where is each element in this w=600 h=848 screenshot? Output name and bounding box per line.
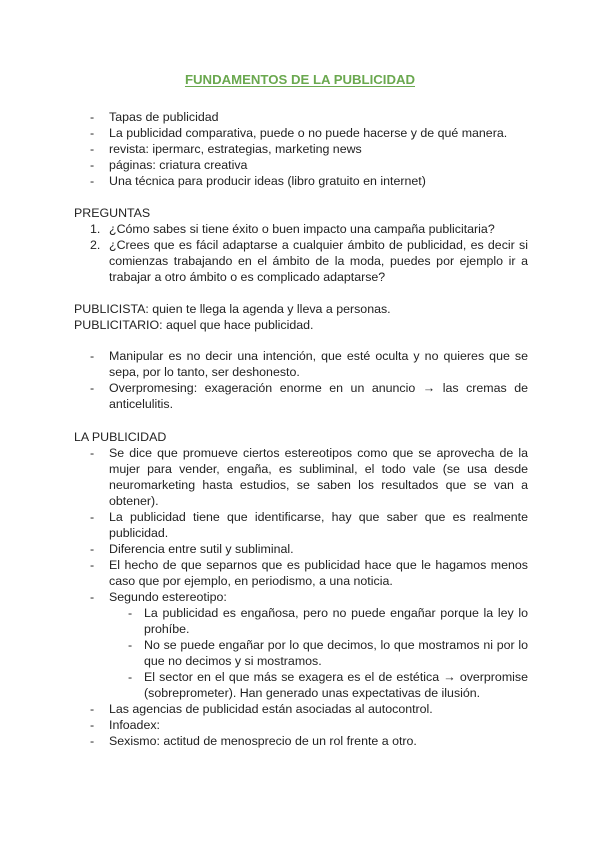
publicidad-list <box>74 445 528 605</box>
definitions-section <box>74 301 528 333</box>
list-item: - Una técnica para producir ideas (libro gratuito en internet) <box>74 173 528 189</box>
list-item: - Overpromesing: exageración enorme en un anuncio → las cremas de anticelulitis. <box>74 380 528 412</box>
sub-list-item: - La publicidad es engañosa, pero no puede engañar porque la ley lo prohíbe. <box>74 605 528 637</box>
questions-section <box>74 205 528 285</box>
resources-list <box>74 109 528 189</box>
list-item: - revista: ipermarc, estrategias, marketing news <box>74 141 528 157</box>
list-item: - La publicidad tiene que identificarse, hay que saber que es realmente publicidad. <box>74 509 528 541</box>
list-item: - Tapas de publicidad <box>74 109 528 125</box>
document-title: FUNDAMENTOS DE LA PUBLICIDAD <box>184 72 416 87</box>
question-item <box>74 237 528 285</box>
list-item: - La publicidad comparativa, puede o no puede hacerse y de qué manera. <box>74 125 528 141</box>
list-item: - páginas: criatura creativa <box>74 157 528 173</box>
list-item: - Se dice que promueve ciertos estereotipos como que se aprovecha de la mujer para vender, engaña, es subliminal, el todo vale (se usa desde neuromarketing hasta estudios, se saben los resultados que se van a obtener). <box>74 445 528 509</box>
resources-section <box>74 109 528 189</box>
sub-list-item: - El sector en el que más se exagera es el de estética → overpromise (sobreprometer). Han generado unas expectativas de ilusión. <box>74 669 528 701</box>
list-item: - Manipular es no decir una intención, que esté oculta y no quieres que se sepa, por lo tanto, ser deshonesto. <box>74 348 528 380</box>
list-item: - Diferencia entre sutil y subliminal. <box>74 541 528 557</box>
question-number: 2. <box>90 238 101 252</box>
list-item: - Infoadex: <box>74 717 528 733</box>
list-item: - El hecho de que separnos que es publicidad hace que le hagamos menos caso que por ejemplo, en periodismo, a una noticia. <box>74 557 528 589</box>
questions-heading: PREGUNTAS <box>74 206 151 220</box>
publicidad-section <box>74 429 528 749</box>
questions-list <box>74 221 528 285</box>
publicidad-list-continued <box>74 701 528 749</box>
definition-publicitario: PUBLICITARIO: aquel que hace publicidad. <box>74 318 314 332</box>
question-text: ¿Crees que es fácil adaptarse a cualquier ámbito de publicidad, es decir si comienzas trabajando en el ámbito de la moda, puedes por ejemplo ir a trabajar a otro ámbito o es complicado adaptarse? <box>109 238 528 284</box>
list-item: - Segundo estereotipo: <box>74 589 528 605</box>
list-item: - Sexismo: actitud de menosprecio de un rol frente a otro. <box>74 733 528 749</box>
publicidad-heading: LA PUBLICIDAD <box>74 430 167 444</box>
question-text: ¿Cómo sabes si tiene éxito o buen impacto una campaña publicitaria? <box>109 222 495 236</box>
manipulation-list <box>74 348 528 412</box>
question-number: 1. <box>90 222 101 236</box>
sub-list-item: - No se puede engañar por lo que decimos, lo que mostramos ni por lo que no decimos y si mostramos. <box>74 637 528 669</box>
list-item: - Las agencias de publicidad están asociadas al autocontrol. <box>74 701 528 717</box>
question-item <box>74 221 528 237</box>
definition-publicista: PUBLICISTA: quien te llega la agenda y lleva a personas. <box>74 302 391 316</box>
stereotype-sublist <box>74 605 528 701</box>
manipulation-section <box>74 348 528 412</box>
